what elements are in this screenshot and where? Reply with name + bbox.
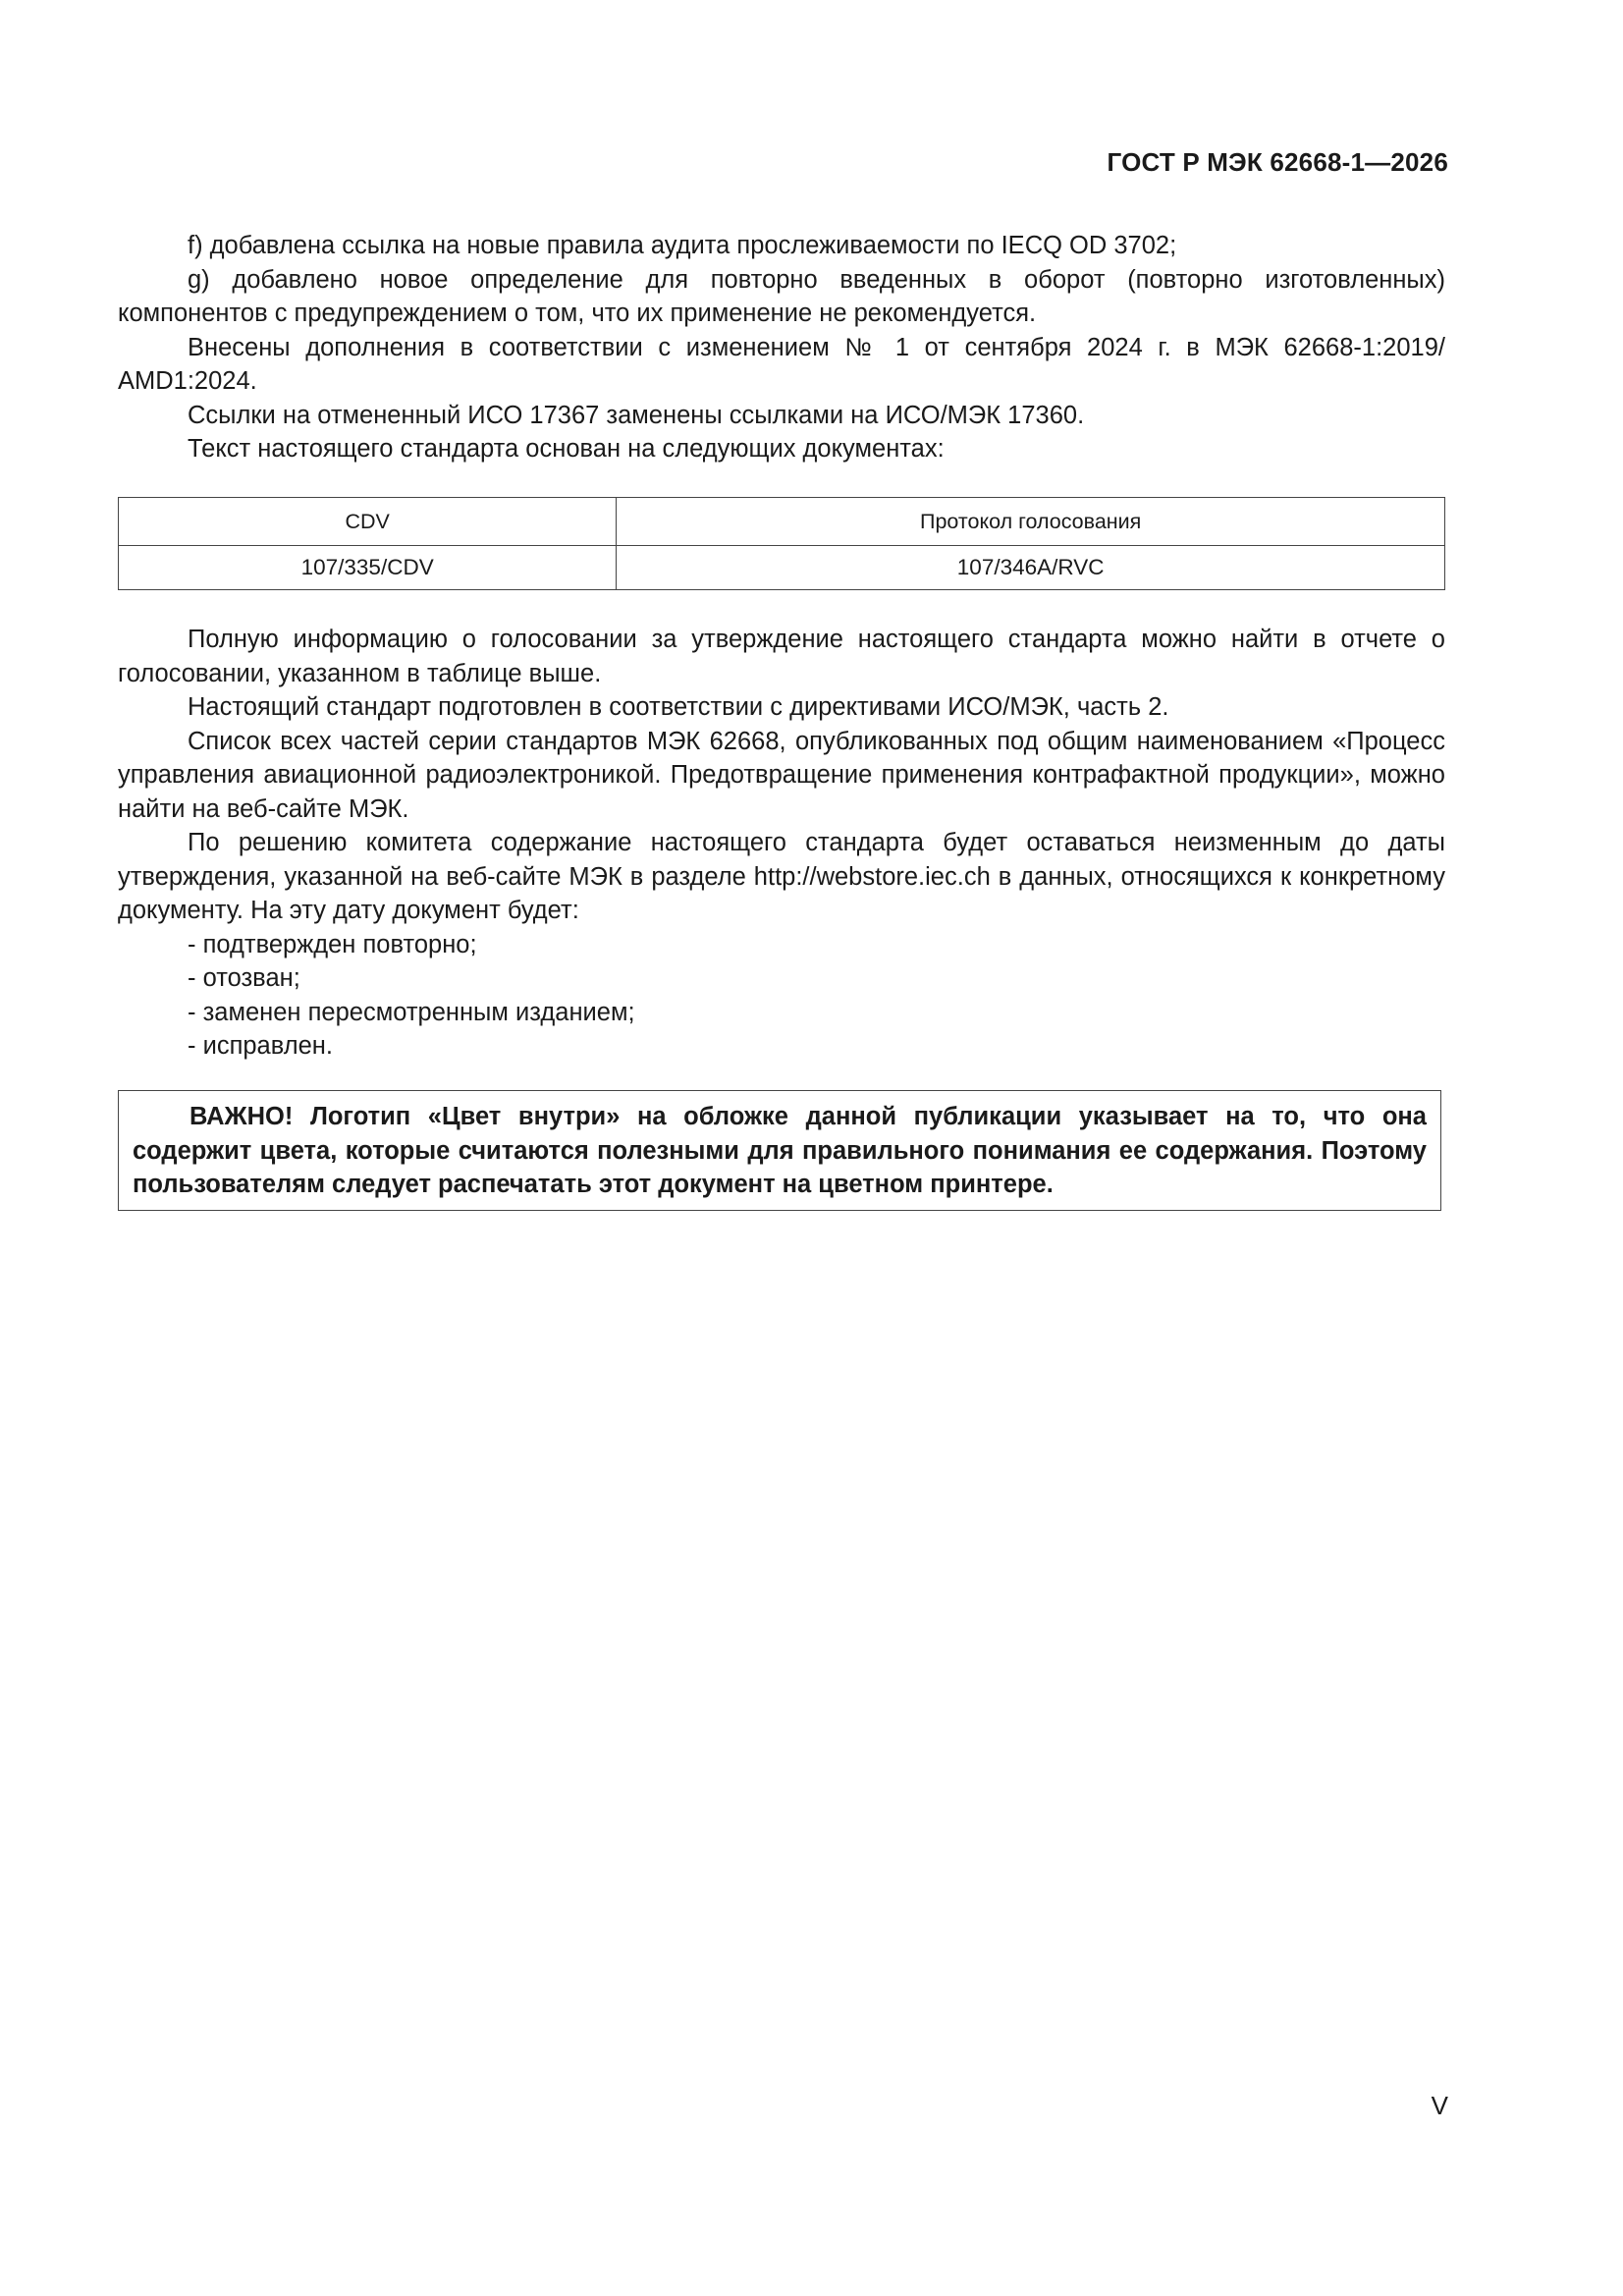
page-number: V [1431, 2091, 1448, 2120]
list-item: - отозван; [188, 964, 300, 992]
table-row [119, 546, 1445, 590]
list-item: - подтвержден повторно; [188, 930, 477, 958]
paragraph-directives: Настоящий стандарт подготовлен в соответствии с директивами ИСО/МЭК, часть 2. [188, 693, 1169, 721]
table-cell-rvc: 107/346A/RVC [617, 546, 1445, 590]
paragraph-voting-info: Полную информацию о голосовании за утверждение настоящего стандарта можно найти в отчете о голосовании, указанном в таблице выше. [118, 626, 1445, 687]
paragraph-series-list: Список всех частей серии стандартов МЭК 62668, опубликованных под общим наименованием «Процесс управления авиационной радиоэлектроникой. Предотвращение применения контрафактной продукции», можно найти на веб-сайте МЭК. [118, 727, 1445, 823]
paragraph-based-on: Текст настоящего стандарта основан на следующих документах: [188, 435, 945, 463]
table-header-row [119, 498, 1445, 546]
paragraph-iso-references: Ссылки на отмененный ИСО 17367 заменены ссылками на ИСО/МЭК 17360. [188, 401, 1085, 429]
document-header-id: ГОСТ Р МЭК 62668-1—2026 [1107, 147, 1448, 177]
important-notice-box [118, 1090, 1441, 1211]
list-item: - заменен пересмотренным изданием; [188, 998, 635, 1026]
voting-table [118, 497, 1445, 590]
table-header-cdv: CDV [119, 498, 617, 546]
table-cell-cdv: 107/335/CDV [119, 546, 617, 590]
list-item: - исправлен. [188, 1032, 333, 1060]
intro-text-block [118, 229, 1445, 466]
paragraph-item-f: f) добавлена ссылка на новые правила аудита прослеживаемости по IECQ OD 3702; [188, 232, 1177, 259]
table-header-voting-report: Протокол голосования [617, 498, 1445, 546]
paragraph-committee-decision: По решению комитета содержание настоящего стандарта будет оставаться неизменным до даты утверждения, указанной на веб-сайте МЭК в разделе http://webstore.iec.ch в данных, относящихся к конкретному документу. На эту дату документ будет: [118, 829, 1445, 924]
after-table-text-block [118, 623, 1445, 1064]
paragraph-item-g: g) добавлено новое определение для повторно введенных в оборот (повторно изготовленных) компонентов с предупреждением о том, что их применение не рекомендуется. [118, 265, 1445, 327]
paragraph-amendment: Внесены дополнения в соответствии с изменением № 1 от сентября 2024 г. в МЭК 62668-1:2019/ AMD1:2024. [118, 333, 1445, 395]
important-notice-text: ВАЖНО! Логотип «Цвет внутри» на обложке данной публикации указывает на то, что она содержит цвета, которые считаются полезными для правильного понимания ее содержания. Поэтому пользователям следует распечатать этот документ на цветном принтере. [133, 1103, 1427, 1198]
